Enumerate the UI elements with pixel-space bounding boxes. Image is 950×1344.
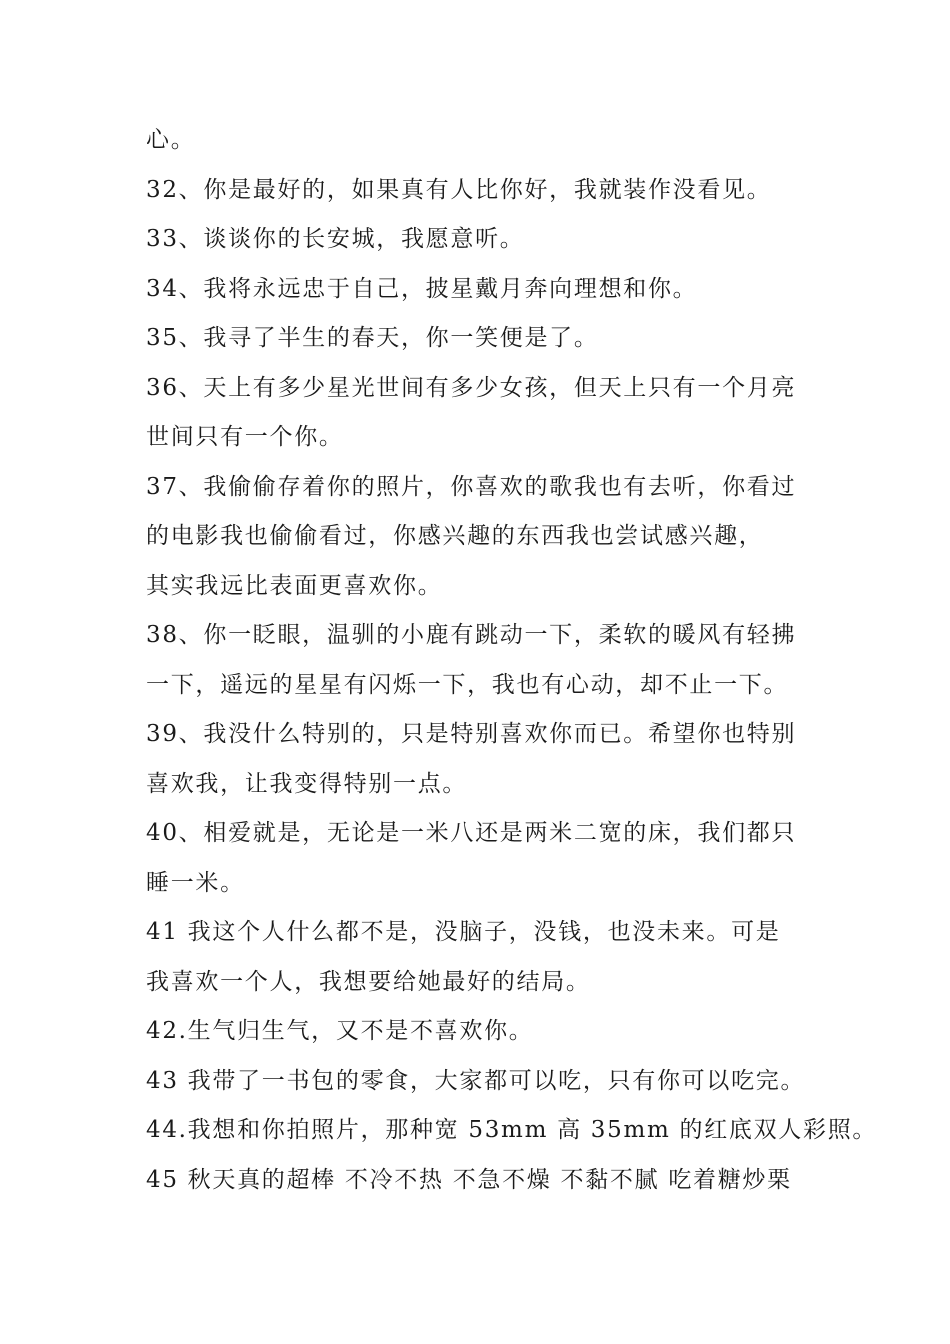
text-line: 的电影我也偷偷看过，你感兴趣的东西我也尝试感兴趣， [146, 523, 764, 549]
text-line: 39、我没什么特别的，只是特别喜欢你而已。希望你也特别 [146, 721, 797, 747]
text-line: 我喜欢一个人，我想要给她最好的结局。 [146, 969, 591, 995]
text-line: 37、我偷偷存着你的照片，你喜欢的歌我也有去听，你看过 [146, 474, 797, 500]
text-line: 33、谈谈你的长安城，我愿意听。 [146, 226, 525, 252]
text-line: 一下，遥远的星星有闪烁一下，我也有心动，却不止一下。 [146, 672, 789, 698]
text-line: 34、我将永远忠于自己，披星戴月奔向理想和你。 [146, 276, 698, 302]
text-line: 45 秋天真的超棒 不冷不热 不急不燥 不黏不腻 吃着糖炒栗 [146, 1167, 792, 1193]
text-line: 32、你是最好的，如果真有人比你好，我就装作没看见。 [146, 177, 772, 203]
text-line: 世间只有一个你。 [146, 424, 344, 450]
text-line: 44.我想和你拍照片，那种宽 53mm 高 35mm 的红底双人彩照。 [146, 1117, 878, 1143]
text-line: 41 我这个人什么都不是，没脑子，没钱，也没未来。可是 [146, 919, 781, 945]
text-line: 43 我带了一书包的零食，大家都可以吃，只有你可以吃完。 [146, 1068, 806, 1094]
text-line: 喜欢我，让我变得特别一点。 [146, 771, 468, 797]
text-line: 36、天上有多少星光世间有多少女孩，但天上只有一个月亮 [146, 375, 797, 401]
text-line: 睡一米。 [146, 870, 245, 896]
text-line: 35、我寻了半生的春天，你一笑便是了。 [146, 325, 599, 351]
text-line: 40、相爱就是，无论是一米八还是两米二宽的床，我们都只 [146, 820, 797, 846]
text-line: 心。 [146, 127, 196, 153]
text-line: 42.生气归生气，又不是不喜欢你。 [146, 1018, 534, 1044]
text-line: 其实我远比表面更喜欢你。 [146, 573, 443, 599]
text-line: 38、你一眨眼，温驯的小鹿有跳动一下，柔软的暖风有轻拂 [146, 622, 797, 648]
